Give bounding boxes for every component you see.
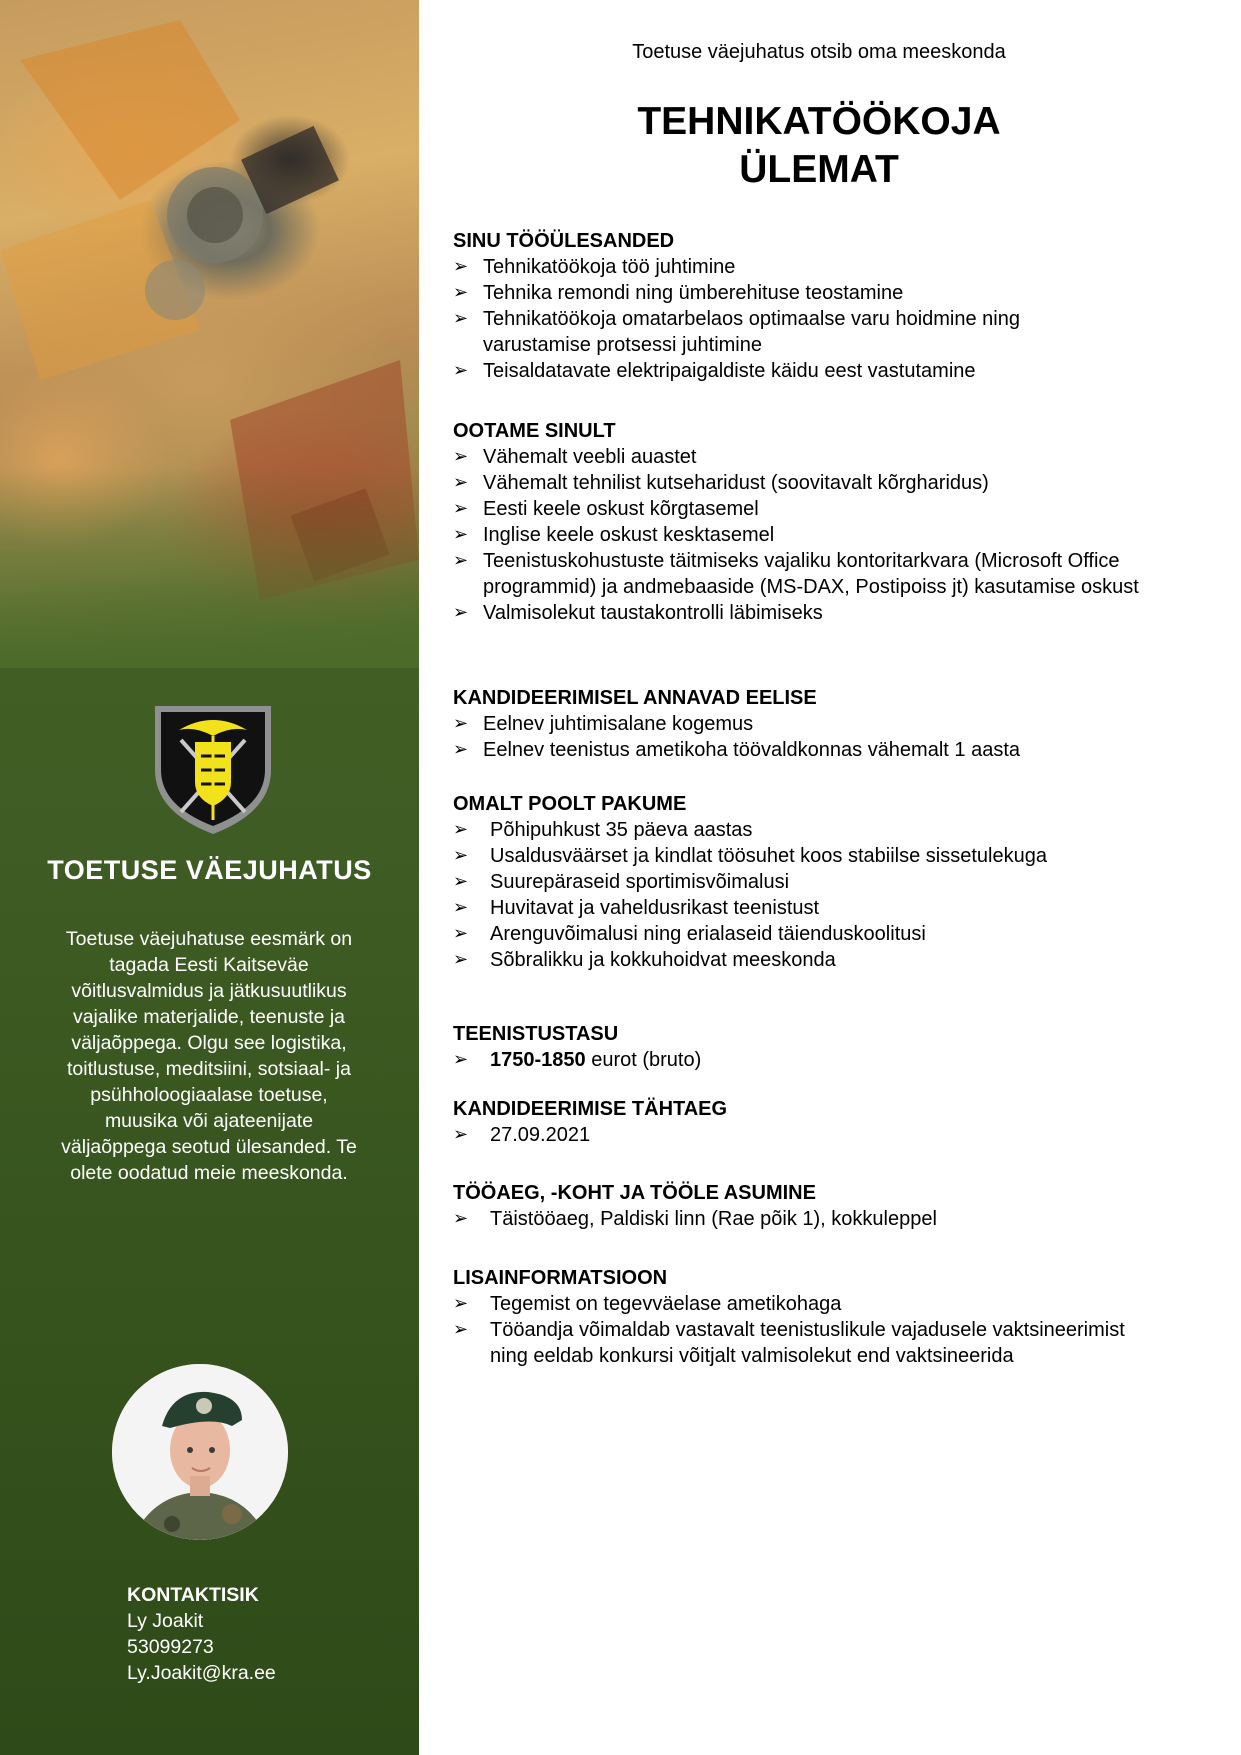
list-item: ➢ Teisaldatavate elektripaigaldiste käidu eest vastutamine — [453, 358, 1193, 384]
list-item: ➢ Eesti keele oskust kõrgtasemel — [453, 496, 1193, 522]
section-location — [453, 1180, 1193, 1232]
list-item: ➢ Tehnika remondi ning ümberehituse teostamine — [453, 280, 1193, 306]
list-item: ➢ Vähemalt veebli auastet — [453, 444, 1193, 470]
list-item: ➢ Inglise keele oskust kesktasemel — [453, 522, 1193, 548]
sidebar — [0, 0, 419, 1755]
list-item: ➢ Tehnikatöökoja töö juhtimine — [453, 254, 1193, 280]
section-heading: KANDIDEERIMISEL ANNAVAD EELISE — [453, 687, 817, 709]
contact-email[interactable]: Ly.Joakit@kra.ee — [127, 1662, 276, 1684]
contact-avatar — [112, 1364, 288, 1540]
section-info — [453, 1265, 1193, 1369]
list-item: ➢ Arenguvõimalusi ning erialaseid täienduskoolitusi — [453, 921, 1193, 947]
list-item: ➢ Põhipuhkust 35 päeva aastas — [453, 817, 1193, 843]
section-heading: TÖÖAEG, -KOHT JA TÖÖLE ASUMINE — [453, 1182, 816, 1204]
list-item: ➢ Tegemist on tegevväelase ametikohaga — [453, 1291, 1193, 1317]
list-item: ➢ Huvitavat ja vaheldusrikast teenistust — [453, 895, 1193, 921]
section-heading: OMALT POOLT PAKUME — [453, 793, 687, 815]
list-item: ➢ Vähemalt tehnilist kutseharidust (soovitavalt kõrgharidus) — [453, 470, 1193, 496]
list-item: ➢ Valmisolekut taustakontrolli läbimiseks — [453, 600, 1193, 626]
section-heading: KANDIDEERIMISE TÄHTAEG — [453, 1098, 728, 1120]
page-title — [453, 98, 1185, 194]
section-heading: LISAINFORMATSIOON — [453, 1267, 668, 1289]
list-item — [453, 1047, 1193, 1073]
workshop-photo — [0, 0, 419, 668]
contact-label: KONTAKTISIK — [127, 1584, 259, 1606]
expect-list — [453, 444, 1193, 626]
subtitle: Toetuse väejuhatus otsib oma meeskonda — [632, 41, 1006, 63]
section-heading: TEENISTUSTASU — [453, 1023, 619, 1045]
contact-name: Ly Joakit — [127, 1610, 204, 1632]
contact-phone: 53099273 — [127, 1636, 214, 1658]
list-item: ➢ Eelnev juhtimisalane kogemus — [453, 711, 1193, 737]
advantage-list — [453, 711, 1193, 763]
salary-list — [453, 1047, 1193, 1073]
section-heading: OOTAME SINULT — [453, 420, 616, 442]
offer-list — [453, 817, 1193, 973]
list-item: ➢ 27.09.2021 — [453, 1122, 1193, 1148]
list-item: ➢ Täistööaeg, Paldiski linn (Rae põik 1), kokkuleppel — [453, 1206, 1193, 1232]
section-salary — [453, 1021, 1193, 1073]
list-item: ➢ Tööandja võimaldab vastavalt teenistuslikule vajadusele vaktsineerimist ning eeldab konkursi võitjalt valmisolekut end vaktsineerida — [453, 1317, 1155, 1369]
title-line-1: TEHNIKATÖÖKOJA — [637, 100, 1001, 143]
salary-unit: eurot (bruto) — [591, 1049, 702, 1071]
list-item: ➢ Suurepäraseid sportimisvõimalusi — [453, 869, 1193, 895]
org-title: TOETUSE VÄEJUHATUS — [47, 855, 372, 885]
list-item: ➢ Tehnikatöökoja omatarbelaos optimaalse varu hoidmine ning varustamise protsessi juhtimine — [453, 306, 1103, 358]
list-item: ➢ Eelnev teenistus ametikoha töövaldkonnas vähemalt 1 aasta — [453, 737, 1193, 763]
emblem-icon — [151, 700, 275, 838]
list-item: ➢ Usaldusväärset ja kindlat töösuhet koos stabiilse sissetulekuga — [453, 843, 1193, 869]
deadline-list — [453, 1122, 1193, 1148]
section-advantage — [453, 685, 1193, 763]
org-description: Toetuse väejuhatuse eesmärk on tagada Eesti Kaitseväe võitlusvalmidus ja jätkusuutlikus vajalike materjalide, teenuste ja väljaõppega. Olgu see logistika, toitlustuse, meditsiini, sotsiaal- ja psühholoogiaalase toetuse, muusika või ajateenijate väljaõppega seotud ülesanded. Te olete oodatud meie meeskonda. — [61, 928, 357, 1184]
info-list — [453, 1291, 1193, 1369]
section-deadline — [453, 1096, 1193, 1148]
list-item: ➢ Sõbralikku ja kokkuhoidvat meeskonda — [453, 947, 1193, 973]
salary-amount: 1750-1850 — [490, 1049, 586, 1071]
section-heading: SINU TÖÖÜLESANDED — [453, 230, 675, 252]
title-line-2: ÜLEMAT — [739, 148, 899, 191]
section-offer — [453, 791, 1193, 973]
section-expect — [453, 418, 1193, 626]
contact-block — [127, 1582, 276, 1686]
list-item: ➢ Teenistuskohustuste täitmiseks vajaliku kontoritarkvara (Microsoft Office programmid) ja andmebaaside (MS-DAX, Postipoiss jt) kasutamise oskust — [453, 548, 1198, 600]
duties-list — [453, 254, 1193, 384]
location-list — [453, 1206, 1193, 1232]
section-duties — [453, 228, 1193, 384]
